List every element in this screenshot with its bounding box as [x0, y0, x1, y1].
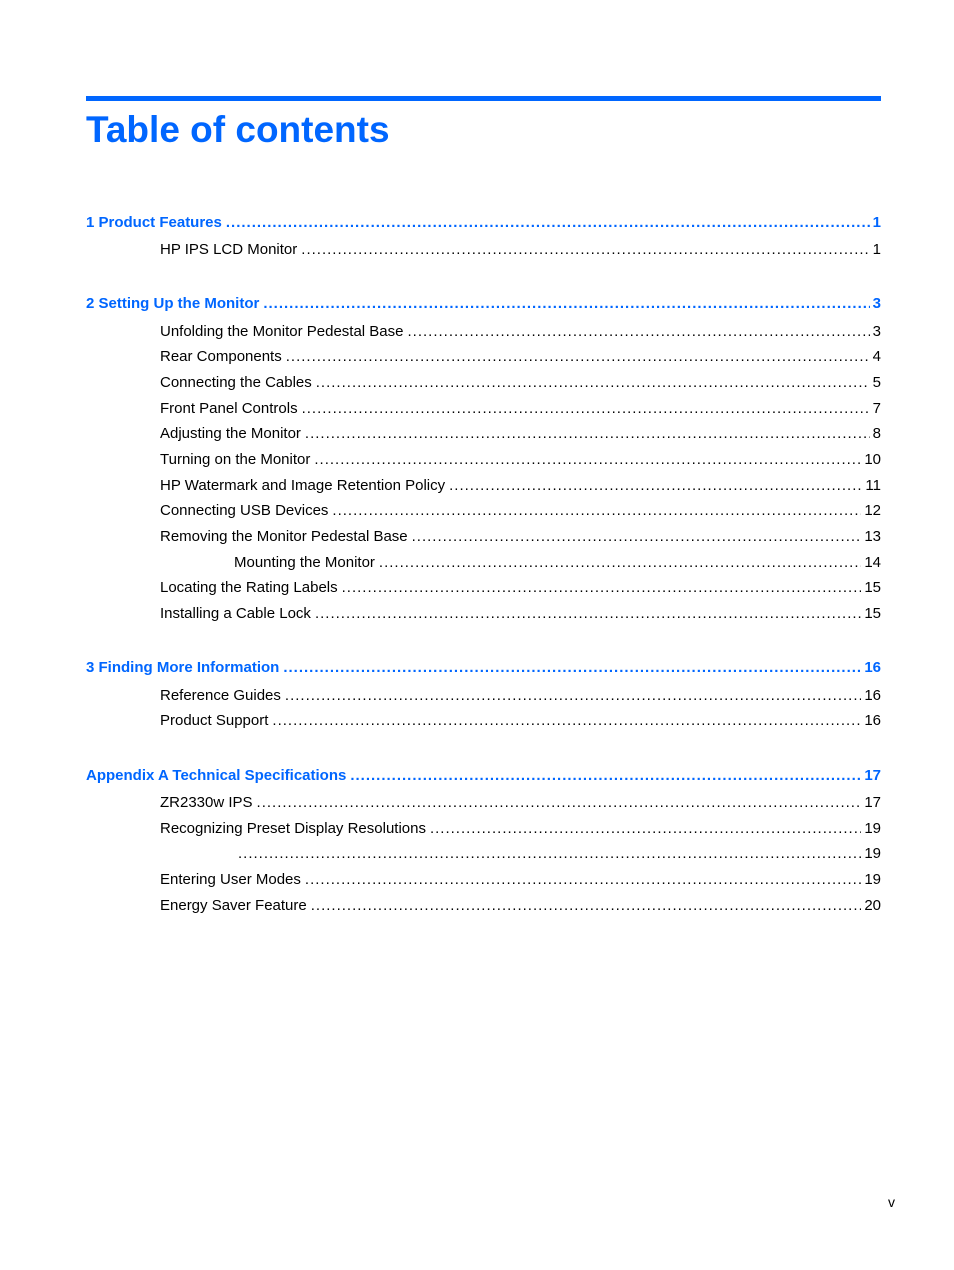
toc-entry-title: 3 Finding More Information: [86, 659, 280, 676]
toc-page-number: 19: [864, 820, 881, 837]
toc-entry-link[interactable]: [160, 322, 881, 342]
toc-entry-link[interactable]: [160, 578, 881, 598]
toc-entry-link[interactable]: [234, 553, 881, 573]
toc-page-number: 16: [864, 712, 881, 729]
toc-entry-link[interactable]: [234, 844, 881, 864]
toc-entry-title: Mounting the Monitor: [234, 554, 375, 571]
toc-entry-title: Adjusting the Monitor: [160, 425, 301, 442]
toc-dot-leader: [412, 527, 862, 547]
toc-entry-title: Locating the Rating Labels: [160, 579, 338, 596]
toc-entry-title: ZR2330w IPS: [160, 794, 253, 811]
toc-page-number: 15: [864, 605, 881, 622]
toc-page-number: 5: [872, 374, 881, 391]
toc-entry-title: Installing a Cable Lock: [160, 605, 311, 622]
toc-chapter-link[interactable]: [86, 294, 881, 314]
toc-page-number: 11: [865, 477, 881, 494]
toc-page-number: 17: [864, 767, 881, 784]
toc-entry-title: Removing the Monitor Pedestal Base: [160, 528, 408, 545]
toc-chapter-link[interactable]: [86, 213, 881, 233]
toc-dot-leader: [285, 686, 861, 706]
toc-page-number: 3: [872, 323, 881, 340]
toc-entry-title: Entering User Modes: [160, 871, 301, 888]
toc-entry-link[interactable]: [160, 527, 881, 547]
toc-entry-link[interactable]: [160, 501, 881, 521]
toc-entry-title: Unfolding the Monitor Pedestal Base: [160, 323, 404, 340]
toc-entry-title: HP Watermark and Image Retention Policy: [160, 477, 446, 494]
toc-dot-leader: [286, 347, 870, 367]
toc-dot-leader: [311, 896, 862, 916]
toc-entry-link[interactable]: [160, 870, 881, 890]
toc-dot-leader: [316, 373, 870, 393]
toc-page-number: 13: [864, 528, 881, 545]
toc-page-number: 12: [864, 502, 881, 519]
toc-dot-leader: [449, 476, 862, 496]
toc-entry-title: Appendix A Technical Specifications: [86, 767, 347, 784]
toc-page-number: 8: [872, 425, 881, 442]
toc-entry-title: Recognizing Preset Display Resolutions: [160, 820, 426, 837]
toc-dot-leader: [238, 844, 861, 864]
toc-dot-leader: [332, 501, 861, 521]
toc-dot-leader: [407, 322, 869, 342]
toc-entry-title: 1 Product Features: [86, 214, 222, 231]
toc-entry-title: Connecting USB Devices: [160, 502, 329, 519]
toc-page-number: 1: [872, 241, 881, 258]
toc-entry-link[interactable]: [160, 476, 881, 496]
toc-entry-title: 2 Setting Up the Monitor: [86, 295, 260, 312]
toc-dot-leader: [350, 766, 861, 786]
toc-page-number: 4: [872, 348, 881, 365]
toc-entry-title: Reference Guides: [160, 687, 281, 704]
toc-entry-link[interactable]: [160, 373, 881, 393]
toc-dot-leader: [314, 450, 861, 470]
toc-page-number: 10: [864, 451, 881, 468]
toc-dot-leader: [305, 870, 861, 890]
toc-dot-leader: [226, 213, 870, 233]
toc-page-number: 19: [864, 845, 881, 862]
toc-page-number: 17: [864, 794, 881, 811]
toc-entry-link[interactable]: [160, 793, 881, 813]
toc-entry-title: HP IPS LCD Monitor: [160, 241, 298, 258]
toc-page-number: 19: [864, 871, 881, 888]
toc-entry-link[interactable]: [160, 240, 881, 260]
toc-page-number: 3: [872, 295, 881, 312]
toc-dot-leader: [315, 604, 861, 624]
toc-entry-title: Product Support: [160, 712, 269, 729]
toc-page-number: 20: [864, 897, 881, 914]
toc-dot-leader: [379, 553, 861, 573]
toc-dot-leader: [342, 578, 862, 598]
toc-entry-link[interactable]: [160, 347, 881, 367]
page-title: Table of contents: [86, 109, 390, 150]
toc-entry-title: Energy Saver Feature: [160, 897, 307, 914]
toc-page-number: 15: [864, 579, 881, 596]
toc-chapter-link[interactable]: [86, 766, 881, 786]
toc-dot-leader: [302, 399, 870, 419]
toc-dot-leader: [272, 711, 861, 731]
toc-entry-title: Turning on the Monitor: [160, 451, 311, 468]
toc-page-number: 16: [864, 687, 881, 704]
toc-entry-title: Front Panel Controls: [160, 400, 298, 417]
toc-entry-link[interactable]: [160, 424, 881, 444]
toc-page-number: 7: [872, 400, 881, 417]
toc-dot-leader: [305, 424, 870, 444]
toc-entry-link[interactable]: [160, 819, 881, 839]
toc-dot-leader: [430, 819, 861, 839]
toc-dot-leader: [257, 793, 862, 813]
toc-entry-link[interactable]: [160, 450, 881, 470]
toc-entry-link[interactable]: [160, 686, 881, 706]
toc-entry-link[interactable]: [160, 711, 881, 731]
toc-dot-leader: [301, 240, 869, 260]
toc-entry-link[interactable]: [160, 896, 881, 916]
toc-chapter-link[interactable]: [86, 658, 881, 678]
toc-page-number: 16: [864, 659, 881, 676]
toc-entry-title: Rear Components: [160, 348, 282, 365]
toc-dot-leader: [283, 658, 861, 678]
toc-entry-title: Connecting the Cables: [160, 374, 312, 391]
toc-page-number: 1: [872, 214, 881, 231]
page-number: v: [888, 1194, 895, 1210]
title-rule: [86, 96, 881, 101]
toc-entry-link[interactable]: [160, 399, 881, 419]
toc-dot-leader: [263, 294, 869, 314]
toc-page-number: 14: [864, 554, 881, 571]
toc-entry-link[interactable]: [160, 604, 881, 624]
